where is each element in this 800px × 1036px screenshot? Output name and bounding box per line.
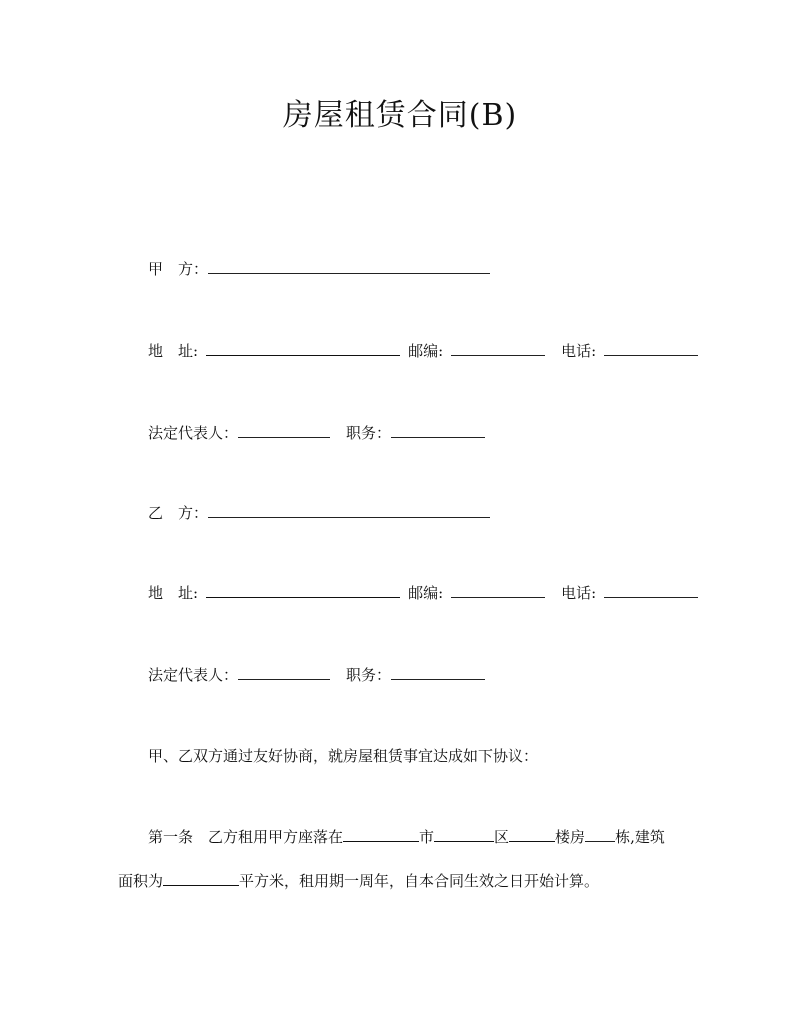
article-1-line-2 [118, 870, 599, 892]
party-b-phone-label: 电话: [561, 584, 597, 602]
party-a-rep-blank [238, 423, 330, 438]
party-a-address-label: 地 址: [148, 342, 199, 360]
party-b-address-line [148, 582, 698, 604]
party-b-rep-label: 法定代表人： [148, 666, 239, 684]
party-b-rep-blank [238, 665, 330, 680]
party-b-label: 乙 方： [148, 504, 209, 522]
party-b-postcode-blank [451, 583, 545, 598]
party-a-address-blank [206, 341, 400, 356]
article-1-unit-label: 栋,建筑 [615, 828, 665, 846]
article-1-area-prefix: 面积为 [118, 872, 164, 890]
party-a-address-line [148, 340, 698, 362]
party-b-address-label: 地 址: [148, 584, 199, 602]
party-b-phone-blank [604, 583, 698, 598]
party-a-phone-label: 电话: [561, 342, 597, 360]
article-1-area-suffix: 平方米，租用期一周年，自本合同生效之日开始计算。 [239, 872, 600, 890]
party-b-position-label: 职务： [346, 666, 392, 684]
party-a-phone-blank [604, 341, 698, 356]
party-a-postcode-blank [451, 341, 545, 356]
article-1-city-label: 市 [419, 828, 435, 846]
agreement-intro: 甲、乙双方通过友好协商，就房屋租赁事宜达成如下协议： [148, 747, 539, 765]
article-1-city-blank [343, 827, 419, 842]
party-b-line [148, 502, 490, 524]
document-title: 房屋租赁合同(B) [282, 98, 518, 133]
article-1-building-blank [509, 827, 555, 842]
party-a-position-label: 职务： [346, 424, 392, 442]
party-a-rep-label: 法定代表人： [148, 424, 239, 442]
party-a-line [148, 258, 490, 280]
article-1-district-blank [434, 827, 494, 842]
article-1-district-label: 区 [494, 828, 510, 846]
party-a-position-blank [391, 423, 485, 438]
party-a-rep-line [148, 422, 485, 444]
article-1-prefix: 第一条 乙方租用甲方座落在 [148, 828, 344, 846]
party-b-postcode-label: 邮编: [408, 584, 444, 602]
party-a-label: 甲 方： [148, 260, 209, 278]
party-b-name-blank [208, 503, 490, 518]
party-b-rep-line [148, 664, 485, 686]
party-b-address-blank [206, 583, 400, 598]
article-1-unit-blank [585, 827, 615, 842]
party-a-name-blank [208, 259, 490, 274]
party-a-postcode-label: 邮编: [408, 342, 444, 360]
article-1-building-label: 楼房 [555, 828, 586, 846]
article-1-area-blank [163, 871, 239, 886]
article-1-line-1 [148, 826, 665, 848]
party-b-position-blank [391, 665, 485, 680]
